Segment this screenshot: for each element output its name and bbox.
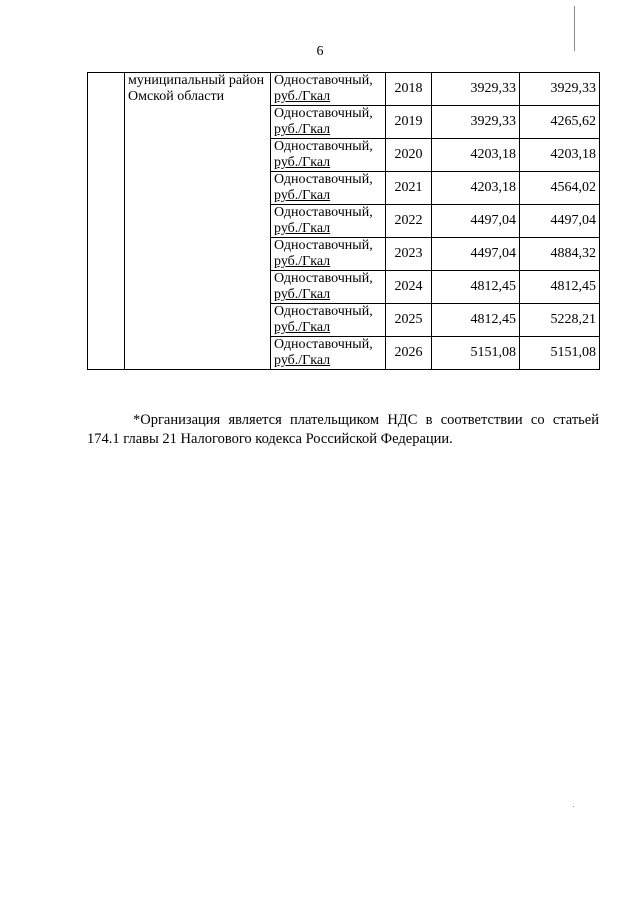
tariff-type-cell — [271, 238, 386, 271]
tariff-unit: руб./Гкал — [274, 254, 331, 269]
tariff-value-second-half: 5228,21 — [520, 304, 600, 337]
tariff-unit: руб./Гкал — [274, 320, 331, 335]
tariff-value-first-half: 4203,18 — [432, 139, 520, 172]
tariff-table-body — [88, 73, 600, 370]
tariff-value-second-half: 3929,33 — [520, 73, 600, 106]
tariff-value-second-half: 4497,04 — [520, 205, 600, 238]
tariff-type: Одноставочный, — [274, 172, 373, 187]
tariff-unit: руб./Гкал — [274, 287, 331, 302]
tariff-type: Одноставочный, — [274, 271, 373, 286]
scan-artifact — [573, 806, 574, 807]
tariff-type-cell — [271, 73, 386, 106]
tariff-table — [87, 72, 600, 370]
page-number: 6 — [316, 44, 324, 59]
tariff-value-second-half: 4203,18 — [520, 139, 600, 172]
year-cell: 2025 — [386, 304, 432, 337]
tariff-type: Одноставочный, — [274, 304, 373, 319]
tariff-value-first-half: 4812,45 — [432, 304, 520, 337]
tariff-unit: руб./Гкал — [274, 122, 331, 137]
tariff-type: Одноставочный, — [274, 106, 373, 121]
tariff-value-first-half: 5151,08 — [432, 337, 520, 370]
year-cell: 2020 — [386, 139, 432, 172]
tariff-type-cell — [271, 139, 386, 172]
area-cell: муниципальный район Омской области — [125, 73, 271, 370]
tariff-value-first-half: 4812,45 — [432, 271, 520, 304]
tariff-type-cell — [271, 205, 386, 238]
tariff-type-cell — [271, 106, 386, 139]
tariff-value-second-half: 4884,32 — [520, 238, 600, 271]
year-cell: 2022 — [386, 205, 432, 238]
tariff-value-first-half: 4497,04 — [432, 238, 520, 271]
tariff-type: Одноставочный, — [274, 337, 373, 352]
tariff-type: Одноставочный, — [274, 73, 373, 88]
tariff-unit: руб./Гкал — [274, 155, 331, 170]
tariff-value-second-half: 4265,62 — [520, 106, 600, 139]
year-cell: 2018 — [386, 73, 432, 106]
year-cell: 2023 — [386, 238, 432, 271]
year-cell: 2021 — [386, 172, 432, 205]
year-cell: 2026 — [386, 337, 432, 370]
tariff-unit: руб./Гкал — [274, 188, 331, 203]
table-row — [88, 73, 600, 106]
tariff-value-first-half: 3929,33 — [432, 106, 520, 139]
tariff-value-second-half: 4564,02 — [520, 172, 600, 205]
tariff-unit: руб./Гкал — [274, 89, 331, 104]
tariff-value-second-half: 4812,45 — [520, 271, 600, 304]
tariff-value-first-half: 3929,33 — [432, 73, 520, 106]
year-cell: 2019 — [386, 106, 432, 139]
tariff-type-cell — [271, 304, 386, 337]
row-number-cell — [88, 73, 125, 370]
tariff-type-cell — [271, 271, 386, 304]
tariff-value-first-half: 4203,18 — [432, 172, 520, 205]
tariff-unit: руб./Гкал — [274, 353, 331, 368]
vat-footnote: *Организация является плательщиком НДС в соответствии со статьей 174.1 главы 21 Налогового кодекса Российской Федерации. — [87, 412, 599, 447]
tariff-value-second-half: 5151,08 — [520, 337, 600, 370]
tariff-value-first-half: 4497,04 — [432, 205, 520, 238]
tariff-type: Одноставочный, — [274, 238, 373, 253]
tariff-type: Одноставочный, — [274, 205, 373, 220]
tariff-type-cell — [271, 172, 386, 205]
year-cell: 2024 — [386, 271, 432, 304]
tariff-unit: руб./Гкал — [274, 221, 331, 236]
tariff-type: Одноставочный, — [274, 139, 373, 154]
tariff-type-cell — [271, 337, 386, 370]
